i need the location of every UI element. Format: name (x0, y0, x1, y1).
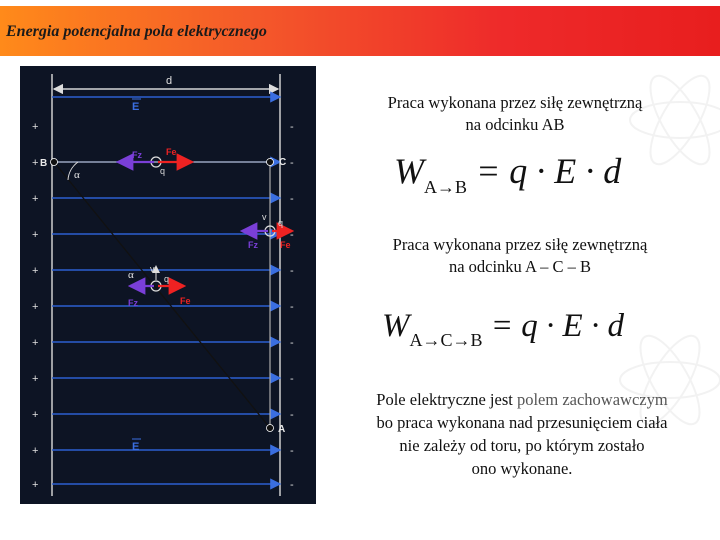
svg-text:+: + (32, 409, 39, 421)
d-label: d (166, 75, 173, 87)
text-acb-line2: na odcinku A – C – B (448, 257, 592, 276)
svg-text:-: - (290, 121, 294, 133)
svg-text:+: + (32, 193, 39, 205)
fe-2: Fe (280, 240, 291, 250)
e-label-bottom: E (132, 441, 140, 453)
v-2: v (262, 212, 267, 222)
svg-text:+: + (32, 337, 39, 349)
svg-text:-: - (290, 445, 294, 457)
fe-3: Fe (180, 296, 191, 306)
svg-text:-: - (290, 479, 294, 491)
text-conservative-part1: Pole elektryczne jest (376, 390, 517, 409)
label-c: C (279, 157, 287, 168)
q-3: q (164, 274, 170, 284)
fz-2: Fz (248, 240, 258, 250)
point-c (267, 159, 274, 166)
text-ab-line2: na odcinku AB (465, 115, 565, 134)
text-conservative-line3: nie zależy od toru, po którym zostało (399, 436, 645, 455)
text-block-acb (340, 234, 700, 278)
fe-1: Fe (166, 147, 177, 157)
q-1: q (160, 166, 166, 176)
formula-ab (394, 150, 621, 198)
svg-text:-: - (290, 337, 294, 349)
v-3: v (150, 264, 155, 274)
svg-text:+: + (32, 301, 39, 313)
svg-text:+: + (32, 479, 39, 491)
field-diagram (20, 66, 316, 504)
text-conservative-line2: bo praca wykonana nad przesunięciem ciała (376, 413, 668, 432)
svg-text:+: + (32, 445, 39, 457)
point-a (267, 425, 274, 432)
point-b (51, 159, 58, 166)
formula-acb (382, 308, 624, 351)
formula-ab-rhs: = q · E · d (476, 151, 622, 191)
svg-text:+: + (32, 157, 39, 169)
e-label-top: E (132, 101, 140, 113)
svg-text:+: + (32, 265, 39, 277)
alpha-1: α (74, 169, 80, 181)
slide-title: Energia potencjalna pola elektrycznego (6, 23, 267, 40)
formula-acb-rhs: = q · E · d (490, 308, 624, 344)
text-conservative-highlight: polem zachowawczym (516, 390, 668, 409)
text-conservative-line4: ono wykonane. (471, 459, 573, 478)
svg-text:-: - (290, 229, 294, 241)
svg-text:-: - (290, 265, 294, 277)
formula-acb-w: W (382, 308, 410, 344)
alpha-2: α (128, 269, 134, 281)
text-ab-line1: Praca wykonana przez siłę zewnętrzną (387, 93, 643, 112)
svg-text:-: - (290, 373, 294, 385)
text-acb-line1: Praca wykonana przez siłę zewnętrzną (392, 235, 648, 254)
svg-text:+: + (32, 373, 39, 385)
formula-ab-w: W (394, 151, 424, 191)
svg-text:+: + (32, 121, 39, 133)
svg-text:-: - (290, 409, 294, 421)
formula-acb-sub: A→C→B (409, 330, 483, 350)
svg-text:-: - (290, 301, 294, 313)
text-block-ab (330, 92, 700, 136)
fz-1: Fz (132, 150, 142, 160)
text-block-conservative (330, 388, 714, 480)
label-b: B (40, 158, 48, 169)
title-bar (0, 6, 720, 56)
label-a: A (278, 424, 286, 435)
svg-text:+: + (32, 229, 39, 241)
q-2: q (278, 218, 284, 228)
svg-text:-: - (290, 157, 294, 169)
formula-ab-sub: A→B (424, 177, 468, 197)
fz-3: Fz (128, 298, 138, 308)
svg-text:-: - (290, 193, 294, 205)
